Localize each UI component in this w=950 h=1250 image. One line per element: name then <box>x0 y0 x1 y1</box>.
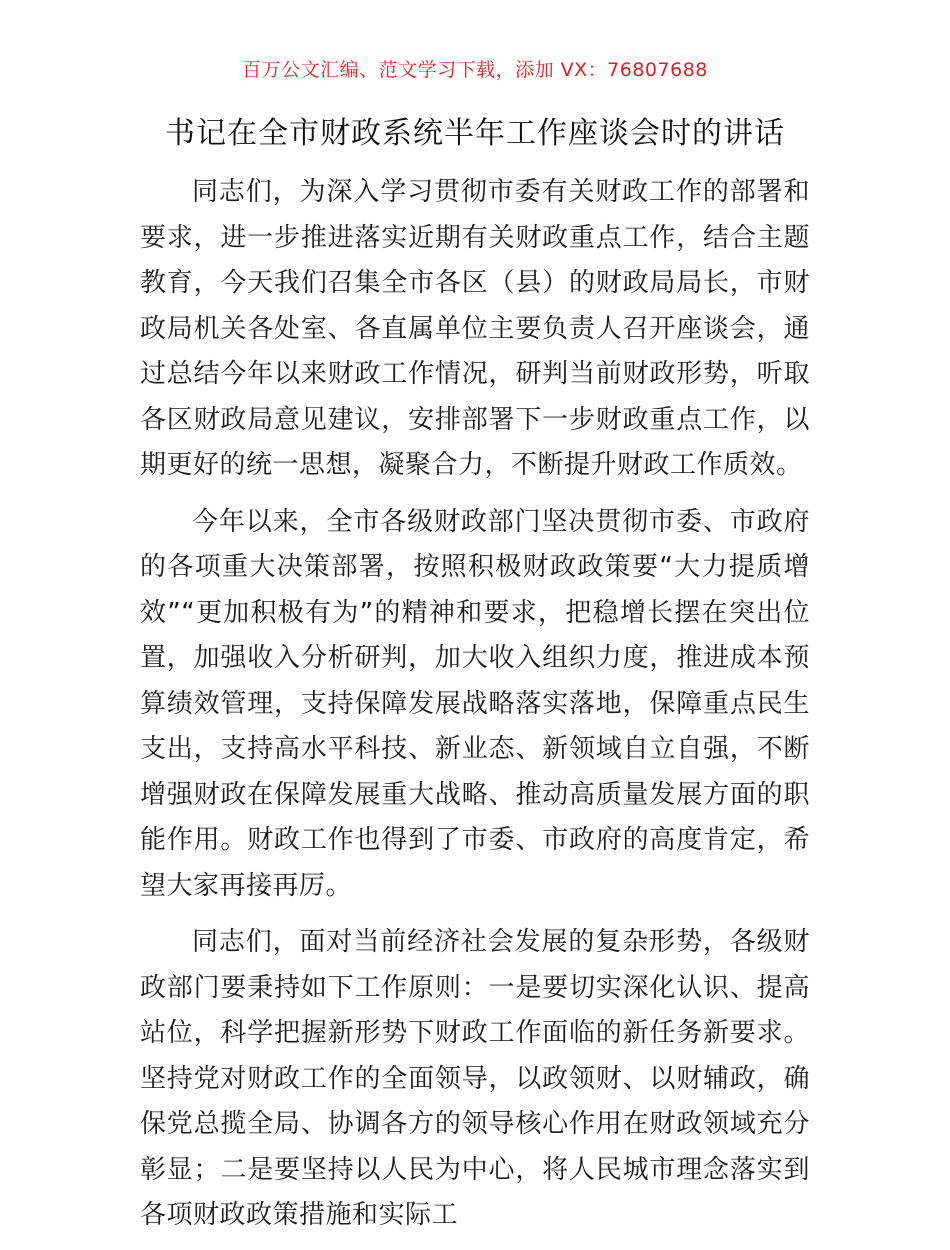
paragraph-1: 同志们，为深入学习贯彻市委有关财政工作的部署和要求，进一步推进落实近期有关财政重点工作，结合主题教育，今天我们召集全市各区（县）的财政局局长，市财政局机关各处室、各直属单位主要负责人召开座谈会，通过总结今年以来财政工作情况，研判当前财政形势，听取各区财政局意见建议，安排部署下一步财政重点工作，以期更好的统一思想，凝聚合力，不断提升财政工作质效。 <box>140 177 810 480</box>
paragraph-3: 同志们，面对当前经济社会发展的复杂形势，各级财政部门要秉持如下工作原则：一是要切实深化认识、提高站位，科学把握新形势下财政工作面临的新任务新要求。坚持党对财政工作的全面领导，以政领财、以财辅政，确保党总揽全局、协调各方的领导核心作用在财政领域充分彰显；二是要坚持以人民为中心，将人民城市理念落实到各项财政政策措施和实际工 <box>140 927 810 1230</box>
document-body <box>140 170 810 1250</box>
document-title: 书记在全市财政系统半年工作座谈会时的讲话 <box>165 116 785 151</box>
watermark-header: 百万公文汇编、范文学习下载，添加 VX：76807688 <box>242 59 708 81</box>
paragraph-2: 今年以来，全市各级财政部门坚决贯彻市委、市政府的各项重大决策部署，按照积极财政政策要“大力提质增效”“更加积极有为”的精神和要求，把稳增长摆在突出位置，加强收入分析研判，加大收入组织力度，推进成本预算绩效管理，支持保障发展战略落实落地，保障重点民生支出，支持高水平科技、新业态、新领域自立自强，不断增强财政在保障发展重大战略、推动高质量发展方面的职能作用。财政工作也得到了市委、市政府的高度肯定，希望大家再接再厉。 <box>140 506 810 901</box>
